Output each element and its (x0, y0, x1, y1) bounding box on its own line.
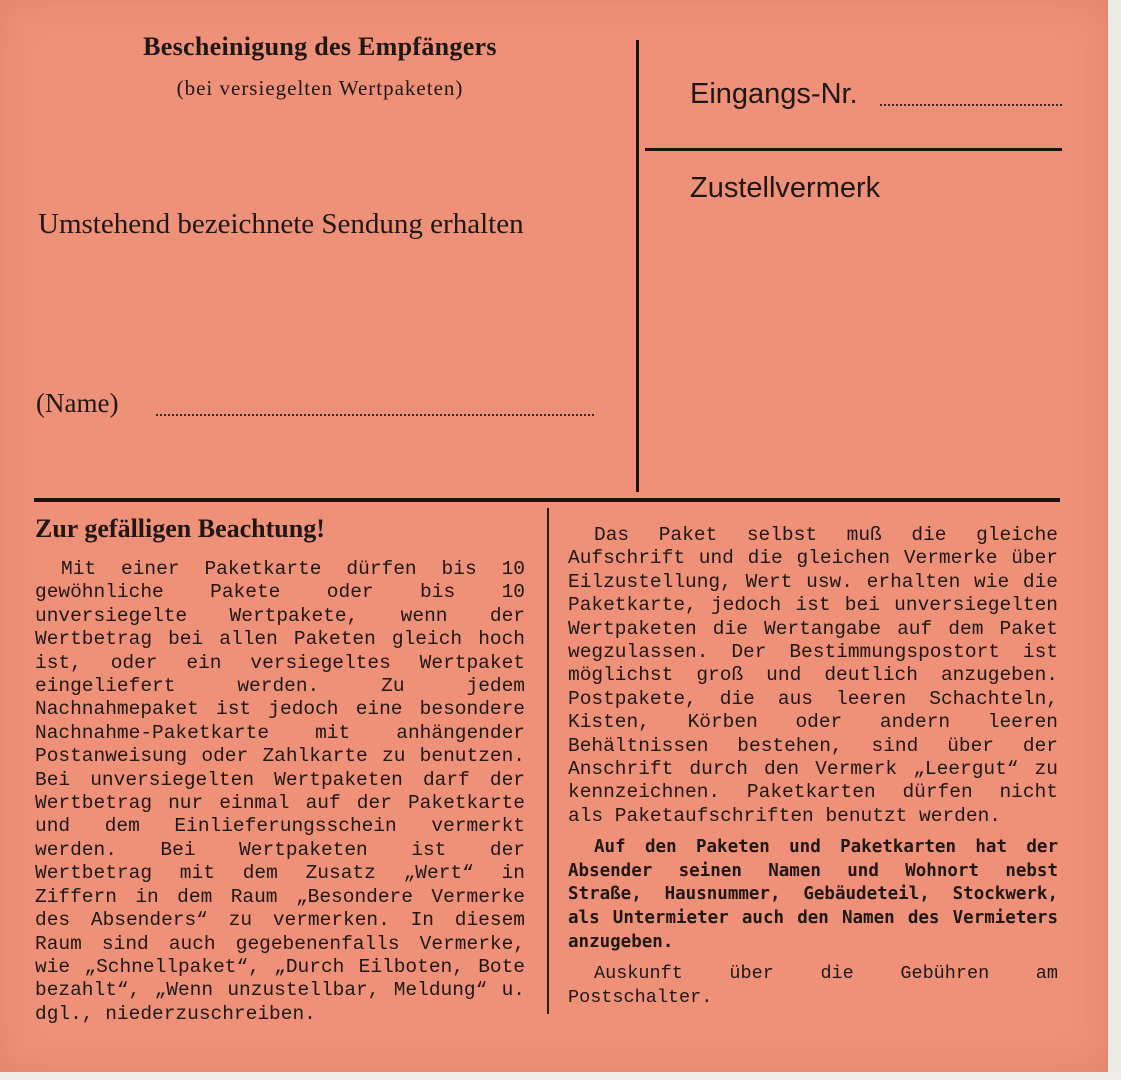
upper-vertical-divider (636, 40, 639, 492)
notes-right-paragraph-3: Auskunft über die Gebühren am Postschalter. (568, 963, 1058, 1008)
main-horizontal-divider (34, 498, 1060, 502)
delivery-note-label: Zustellvermerk (690, 172, 881, 204)
right-horizontal-divider (645, 148, 1062, 151)
eingang-number-line[interactable] (880, 104, 1062, 106)
name-label: (Name) (36, 388, 119, 418)
name-signature-line[interactable] (156, 414, 594, 416)
paper-edge-right (1108, 0, 1121, 1080)
notes-left-paragraph: Mit einer Paketkarte dürfen bis 10 gewöhnliche Pakete oder bis 10 unversiegelte Wertpakete, wenn der Wertbetrag bei allen Paketen gleich hoch ist, oder ein versiegeltes Wertpaket eingeliefert werden. Zu jedem Nachnahmepaket ist jedoch eine besondere Nachnahme-Paketkarte mit anhängender Postanweisung oder Zahlkarte zu benutzen. Bei unversiegelten Wertpaketen darf der Wertbetrag nur einmal auf der Paketkarte und dem Einlieferungsschein vermerkt werden. Bei Wertpaketen ist der Wertbetrag mit dem Zusatz „Wert“ in Ziffern in dem Raum „Besondere Vermerke des Absenders“ zu vermerken. In diesem Raum sind auch gegebenenfalls Vermerke, wie „Schnellpaket“, „Durch Eilboten, Bote bezahlt“, „Wenn unzustellbar, Meldung“ u. dgl., niederzuschreiben. (35, 558, 525, 1025)
received-statement: Umstehend bezeichnete Sendung erhalten (38, 208, 524, 240)
lower-vertical-divider (547, 508, 549, 1014)
notes-right-paragraph-1: Das Paket selbst muß die gleiche Aufschrift und die gleichen Vermerke über Eilzustellung, Wert usw. erhalten wie die Paketkarte, jedoch ist bei unversiegelten Wertpaketen die Wertangabe auf dem Paket wegzulassen. Der Bestimmungspostort ist möglichst groß und deutlich anzugeben. Postpakete, die aus leeren Schachteln, Kisten, Körben oder andern leeren Behältnissen bestehen, sind über der Anschrift durch den Vermerk „Leergut“ zu kennzeichnen. Paketkarten dürfen nicht als Paketaufschriften benutzt werden. (568, 524, 1058, 827)
notes-heading: Zur gefälligen Beachtung! (35, 514, 325, 543)
notes-right-paragraph-2: Auf den Paketen und Paketkarten hat der Absender seinen Namen und Wohnort nebst Straße, Hausnummer, Gebäudeteil, Stockwerk, als Untermieter auch den Namen des Vermieters anzugeben. (568, 837, 1058, 952)
notes-left-column (35, 558, 525, 1026)
notes-right-column (568, 524, 1058, 1009)
eingang-number-label: Eingangs-Nr. (690, 78, 858, 110)
recipient-certificate-title: Bescheinigung des Empfängers (143, 32, 497, 61)
recipient-certificate-subtitle: (bei versiegelten Wertpaketen) (176, 76, 464, 100)
paper-edge-bottom (0, 1072, 1121, 1080)
